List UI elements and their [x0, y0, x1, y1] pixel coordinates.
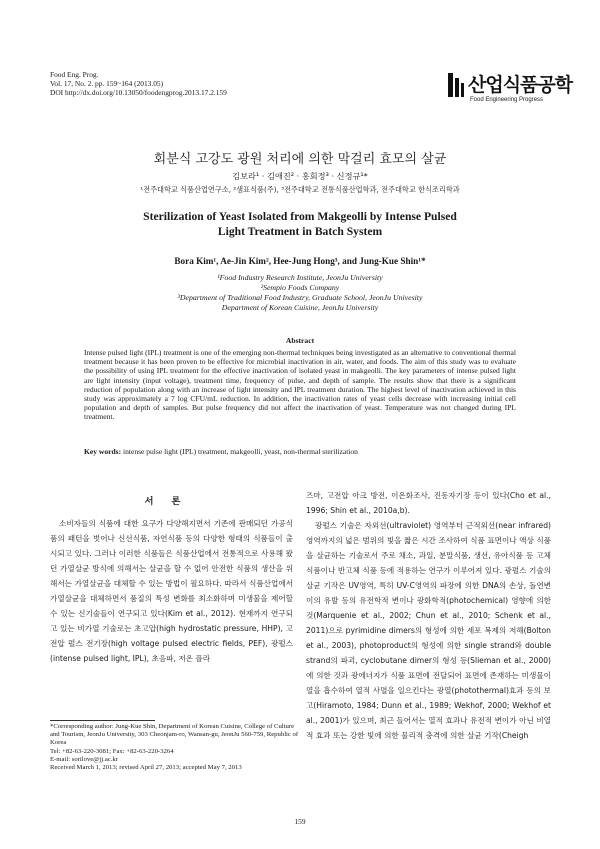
received-dates: Received March 1, 2013; revised April 27, 2013; accepted May 7, 2013 [50, 764, 242, 772]
logo-mark-icon [446, 72, 466, 100]
contact-phone: Tel: +82-63-220-3081; Fax: +82-63-220-3264 [50, 747, 174, 755]
journal-volume: Vol. 17, No. 2. pp. 159~164 (2013.05) [50, 79, 164, 89]
abstract-text: Intense pulsed light (IPL) treatment is one of the emerging non-thermal techniques being investigated as an alternative to conventional thermal treatment because it has been proven to be effective for microbial inactivation in air, water, and foods. The aim of this study was to evaluate the possibility of using IPL treatment for the effective inactivation of isolated yeast in makgeolli. The key parameters of intense pulsed light are light intensity (input voltage), treatment time, frequency of pulse, and depth of sample. The results show that there is a significant reduction of population along with an increase of light intensity and IPL treatment duration. The highest level of inactivation achieved in this study was approximately a 7 log CFU/mL reduction. In addition, the inactivation rates of yeast cells decrease with increasing initial cell population and depth of samples. But pulse frequency did not affect the inactivation of yeast. Temperature was not changed during IPL treatment. [84, 348, 516, 422]
footnote-divider [50, 720, 155, 721]
english-title [50, 210, 550, 239]
english-authors: Bora Kim¹, Ae-Jin Kim², Hee-Jung Hong³, and Jung-Kue Shin¹* [174, 256, 426, 266]
korean-affiliations: ¹전주대학교 식품산업연구소, ²샘표식품(주), ³전주대학교 전통식품산업학과, 전주대학교 한식조리학과 [140, 185, 460, 194]
left-column [50, 516, 293, 666]
journal-name: Food Eng. Prog. [50, 70, 99, 79]
left-column-paragraph: 소비자들의 식품에 대한 요구가 다양해지면서 기존에 판매되던 가공식품의 패턴을 벗어나 신선식품, 자연식품 등의 다양한 형태의 식품들이 출시되고 있다. 그러나 이러한 식품들은 식품산업에서 전통적으로 사용해 왔던 가열살균 방식에 의해서는 살균을 할 수 없어 안전한 식품의 생산을 위해서는 가열살균을 대체할 수 있는 방법이 필요하다. 따라서 식품산업에서 가열살균을 대체하면서 품질의 특성 변화를 최소화하며 미생물을 제어할 수 있는 신기술들이 연구되고 있다(Kim et al., 2012). 현재까지 연구되고 있는 비가열 기술로는 초고압(high hydrostatic pressure, HHP), 고전압 펄스 전기장(high voltage pulsed electric fields, PEF), 광펄스(intense pulsed light, IPL), 초음파, 저온 플라 [50, 519, 293, 663]
english-title-line2: Light Treatment in Batch System [217, 224, 383, 238]
affiliation-1: ¹Food Industry Research Institute, JeonJu University [217, 273, 383, 282]
affiliation-2: ²Sempio Foods Company [260, 283, 340, 292]
korean-title: 회분식 고강도 광원 처리에 의한 막걸리 효모의 살균 [153, 152, 447, 167]
logo-subtitle: Food Engineering Progress [470, 97, 544, 103]
footnotes [50, 723, 300, 772]
english-title-line1: Sterilization of Yeast Isolated from Makgeolli by Intense Pulsed [143, 210, 457, 223]
page-number: 159 [294, 817, 306, 826]
journal-doi: DOI http://dx.doi.org/10.13050/foodengprog.2013.17.2.159 [50, 88, 227, 98]
keywords-text: intense pulse light (IPL) treatment, makgeolli, yeast, non-thermal sterilization [123, 447, 358, 456]
abstract-heading: Abstract [285, 336, 315, 345]
affiliation-4: Department of Korean Cuisine, JeonJu University [221, 303, 379, 312]
corresponding-author: *Corresponding author: Jung-Kue Shin, Department of Korean Cuisine, College of Culture and Tourism, JeonJu University, 303 Cheonjam-ro, Wansan-gu, JeonJu 560-759, Republic of Korea [50, 723, 299, 747]
section-heading-introduction: 서론 [144, 496, 199, 507]
journal-info [50, 70, 227, 98]
english-affiliations [50, 273, 550, 313]
journal-logo [446, 70, 573, 114]
right-column-paragraph-2: 광펄스 기술은 자외선(ultraviolet) 영역부터 근적외선(near infrared) 영역까지의 넓은 범위의 빛을 짧은 시간 조사하여 식품 표면이나 액상 식품을 살균하는 기술로서 주로 채소, 과일, 분말식품, 생선, 유아식품 등 고체식품이나 반고체 식품 등에 적용하는 연구가 이루어져 있다. 광펄스 기술의 살균 기작은 UV영역, 특히 UV-C영역의 파장에 의한 DNA의 손상, 돌연변이의 유발 등의 유전학적 변이나 광화학적(photochemical) 영향에 의한 것(Marquenie et al., 2002; Chun et al., 2010; Schenk et al., 2011)으로 pyrimidine dimers의 형성에 의한 세포 복제의 저해(Bolton et al., 2003), photoproduct의 형성에 의한 single strand와 double strand의 파괴, cyclobutane dimer의 형성 등(Slieman et al., 2000)에 의한 것과 광에너지가 식품 표면에 전달되어 표면에 존재하는 미생물이 열을 흡수하여 열적 사멸을 일으킨다는 광열(photothermal)효과 등의 보고(Hiramoto, 1984; Dunn et al., 1989; Wekhof, 2000; Wekhof et al., 2001)가 있으며, 최근 들어서는 열적 효과나 유전적 변이가 아닌 비열적 효과 또는 강한 빛에 의한 물리적 충격에 의한 살균 기작(Cheigh [306, 521, 551, 740]
right-column-paragraph-1: 즈마, 고전압 아크 방전, 이온화조사, 진동자기장 등이 있다(Cho et al., 1996; Shin et al., 2010a,b). [306, 491, 551, 515]
affiliation-3: ³Department of Traditional Food Industry, Graduate School, JeonJu Univesity [177, 293, 423, 302]
logo-text: 산업식품공학 [468, 74, 573, 96]
keywords [84, 447, 516, 456]
right-column [306, 488, 551, 743]
contact-email: E-mail: sorilove@jj.ac.kr [50, 755, 118, 763]
keywords-label: Key words: [84, 447, 122, 456]
korean-authors: 김보라¹ · 김애진² · 홍회정³ · 신정규¹* [232, 171, 368, 181]
